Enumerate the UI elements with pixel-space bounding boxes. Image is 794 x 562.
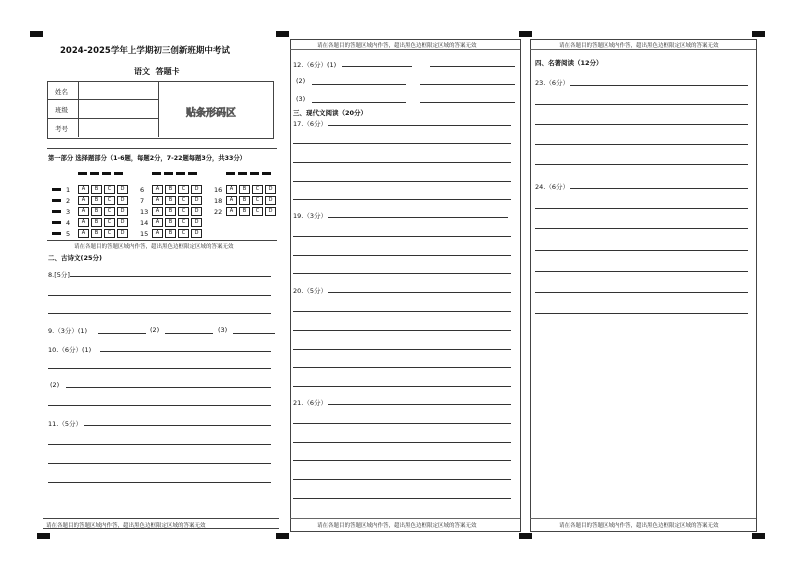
answer-line[interactable] (48, 295, 271, 296)
right-header-notice: 请在各题目的答题区域内作答，超出黑色边框限定区域的答案无效 (559, 43, 719, 49)
option-bubble[interactable]: B (165, 207, 176, 216)
option-bubble[interactable]: A (152, 218, 163, 227)
right-footer-notice: 请在各题目的答题区域内作答，超出黑色边框限定区域的答案无效 (559, 523, 719, 529)
option-bubble[interactable]: A (152, 207, 163, 216)
option-bubble[interactable]: A (226, 207, 237, 216)
mc-row[interactable]: 4 A B C D (66, 218, 128, 227)
alignment-mark (519, 31, 532, 37)
option-bubble[interactable]: A (78, 229, 89, 238)
option-bubble[interactable]: B (91, 229, 102, 238)
answer-line[interactable] (293, 330, 511, 331)
answer-line[interactable] (293, 162, 511, 163)
mc-row[interactable]: 2 A B C D (66, 196, 128, 205)
alignment-mark (37, 533, 50, 539)
mc-row[interactable]: 1 A B C D (66, 185, 128, 194)
answer-line[interactable] (328, 292, 511, 293)
answer-line[interactable] (535, 313, 748, 314)
option-bubble[interactable]: D (117, 185, 128, 194)
alignment-mark (30, 31, 43, 37)
option-bubble[interactable]: A (78, 185, 89, 194)
exam-number-label: 考号 (55, 125, 68, 133)
option-bubble[interactable]: C (104, 185, 115, 194)
option-bubble[interactable]: D (191, 185, 202, 194)
option-bubble[interactable]: B (239, 185, 250, 194)
section1-heading: 第一部分 选择题部分（1-6题，每题2分，7-22题每题3分，共33分） (48, 155, 246, 162)
answer-line[interactable] (535, 208, 748, 209)
option-bubble[interactable]: A (152, 196, 163, 205)
option-bubble[interactable]: D (117, 196, 128, 205)
answer-line[interactable] (293, 386, 511, 387)
option-bubble[interactable]: D (191, 229, 202, 238)
option-bubble[interactable]: C (178, 229, 189, 238)
option-bubble[interactable]: B (165, 196, 176, 205)
name-label: 姓名 (55, 88, 68, 96)
option-bubble[interactable]: D (191, 196, 202, 205)
answer-line[interactable] (535, 104, 748, 105)
answer-line[interactable] (66, 387, 271, 388)
option-bubble[interactable]: D (265, 207, 276, 216)
subject-title: 语文 答题卡 (134, 67, 180, 76)
answer-line[interactable] (328, 404, 511, 405)
answer-line[interactable] (233, 333, 275, 334)
q17-label: 17.（6分） (293, 120, 327, 128)
alignment-mark (276, 31, 289, 37)
answer-line[interactable] (70, 276, 271, 277)
option-bubble[interactable]: C (178, 196, 189, 205)
option-bubble[interactable]: C (104, 218, 115, 227)
option-bubble[interactable]: B (239, 196, 250, 205)
option-bubble[interactable]: C (104, 207, 115, 216)
answer-line[interactable] (48, 463, 271, 464)
answer-line[interactable] (48, 405, 271, 406)
middle-header-notice: 请在各题目的答题区域内作答，超出黑色边框限定区域的答案无效 (317, 43, 477, 49)
alignment-mark (752, 31, 765, 37)
mc-row[interactable]: 5 A B C D (66, 229, 128, 238)
answer-line[interactable] (98, 333, 146, 334)
answer-line[interactable] (293, 181, 511, 182)
answer-line[interactable] (312, 102, 406, 103)
option-bubble[interactable]: C (178, 218, 189, 227)
answer-line[interactable] (420, 102, 515, 103)
answer-line[interactable] (328, 217, 508, 218)
option-bubble[interactable]: B (91, 185, 102, 194)
option-bubble[interactable]: C (252, 207, 263, 216)
answer-line[interactable] (535, 250, 748, 251)
answer-line[interactable] (430, 66, 515, 67)
answer-line[interactable] (535, 228, 748, 229)
q24-label: 24.（6分） (535, 183, 569, 191)
answer-line[interactable] (48, 482, 271, 483)
option-bubble[interactable]: B (165, 185, 176, 194)
option-bubble[interactable]: A (226, 185, 237, 194)
answer-line[interactable] (535, 271, 748, 272)
mc-row[interactable]: 15 A B C D (140, 229, 202, 238)
barcode-label: 贴条形码区 (186, 108, 236, 119)
left-footer-notice: 请在各题目的答题区域内作答，超出黑色边框限定区域的答案无效 (46, 523, 206, 529)
option-bubble[interactable]: C (178, 207, 189, 216)
option-bubble[interactable]: A (78, 218, 89, 227)
answer-line[interactable] (570, 188, 748, 189)
option-bubble[interactable]: D (117, 229, 128, 238)
section2-heading: 二、古诗文(25分) (48, 254, 102, 262)
option-bubble[interactable]: D (117, 218, 128, 227)
option-bubble[interactable]: A (152, 229, 163, 238)
option-bubble[interactable]: D (117, 207, 128, 216)
answer-line[interactable] (293, 460, 511, 461)
option-bubble[interactable]: D (265, 185, 276, 194)
option-bubble[interactable]: A (78, 207, 89, 216)
exam-title: 2024-2025学年上学期初三创新班期中考试 (60, 46, 230, 56)
q12-part3-label: (3) (296, 95, 306, 103)
name-field[interactable] (80, 83, 156, 97)
answer-line[interactable] (293, 255, 511, 256)
q9-part2-label: (2) (150, 326, 160, 334)
answer-line[interactable] (535, 292, 748, 293)
mc-row[interactable]: 3 A B C D (66, 207, 128, 216)
option-bubble[interactable]: C (252, 196, 263, 205)
class-label: 班级 (55, 106, 68, 114)
answer-line[interactable] (535, 164, 748, 165)
section4-heading: 四、名著阅读（12分） (535, 59, 603, 67)
answer-line[interactable] (293, 349, 511, 350)
answer-line[interactable] (293, 498, 511, 499)
answer-line[interactable] (328, 125, 511, 126)
q10-part2-label: (2) (50, 381, 60, 389)
q19-label: 19.（3分） (293, 212, 327, 220)
answer-line[interactable] (570, 85, 748, 86)
alignment-mark (519, 533, 532, 539)
answer-line[interactable] (420, 84, 515, 85)
right-answer-panel (530, 39, 757, 532)
option-bubble[interactable]: A (152, 185, 163, 194)
alignment-mark (276, 533, 289, 539)
q12-part2-label: (2) (296, 77, 306, 85)
option-bubble[interactable]: B (165, 229, 176, 238)
answer-line[interactable] (293, 199, 511, 200)
option-bubble[interactable]: B (165, 218, 176, 227)
mc-row[interactable]: 7 A B C D (140, 196, 202, 205)
mc-row[interactable]: 22 A B C D (214, 207, 276, 216)
mc-row[interactable]: 14 A B C D (140, 218, 202, 227)
middle-footer-notice: 请在各题目的答题区域内作答，超出黑色边框限定区域的答案无效 (317, 523, 477, 529)
option-bubble[interactable]: D (265, 196, 276, 205)
section3-heading: 三、现代文阅读（20分） (293, 109, 368, 117)
answer-line[interactable] (293, 236, 511, 237)
answer-line[interactable] (293, 479, 511, 480)
mc-row[interactable]: 18 A B C D (214, 196, 276, 205)
answer-line[interactable] (535, 124, 748, 125)
q10-label: 10.（6分）(1) (48, 346, 92, 354)
exam-number-field[interactable] (80, 120, 156, 135)
answer-line[interactable] (342, 66, 412, 67)
answer-line[interactable] (165, 333, 213, 334)
alignment-mark (752, 533, 765, 539)
answer-line[interactable] (293, 273, 511, 274)
answer-line[interactable] (293, 423, 511, 424)
option-bubble[interactable]: B (91, 196, 102, 205)
option-bubble[interactable]: A (226, 196, 237, 205)
answer-line[interactable] (293, 442, 511, 443)
mc-row[interactable]: 6 A B C D (140, 185, 202, 194)
q9-part3-label: (3) (218, 326, 228, 334)
answer-line[interactable] (293, 143, 511, 144)
q21-label: 21.（6分） (293, 399, 327, 407)
q23-label: 23.（6分） (535, 79, 569, 87)
class-field[interactable] (80, 101, 156, 116)
option-bubble[interactable]: B (91, 207, 102, 216)
answer-line[interactable] (293, 367, 511, 368)
option-bubble[interactable]: C (104, 196, 115, 205)
option-bubble[interactable]: A (78, 196, 89, 205)
q12-label: 12.（6分）(1) (293, 61, 337, 69)
option-bubble[interactable]: C (178, 185, 189, 194)
answer-line[interactable] (48, 368, 271, 369)
option-bubble[interactable]: D (191, 218, 202, 227)
answer-line[interactable] (535, 144, 748, 145)
mc-row[interactable]: 13 A B C D (140, 207, 202, 216)
option-bubble[interactable]: C (104, 229, 115, 238)
q8-label: 8.[5分] (48, 271, 70, 279)
answer-line[interactable] (48, 444, 271, 445)
answer-line[interactable] (293, 311, 511, 312)
answer-line[interactable] (100, 351, 271, 352)
answer-line[interactable] (48, 313, 271, 314)
answer-line[interactable] (84, 425, 271, 426)
option-bubble[interactable]: C (252, 185, 263, 194)
option-bubble[interactable]: B (91, 218, 102, 227)
option-bubble[interactable]: B (239, 207, 250, 216)
option-bubble[interactable]: D (191, 207, 202, 216)
q9-label: 9.（3分）(1) (48, 327, 88, 335)
notice-text: 请在各题目的答题区域内作答，超出黑色边框限定区域的答案无效 (74, 244, 234, 250)
q20-label: 20.（5分） (293, 287, 327, 295)
q11-label: 11.（5分） (48, 420, 82, 428)
mc-row[interactable]: 16 A B C D (214, 185, 276, 194)
answer-line[interactable] (312, 84, 406, 85)
